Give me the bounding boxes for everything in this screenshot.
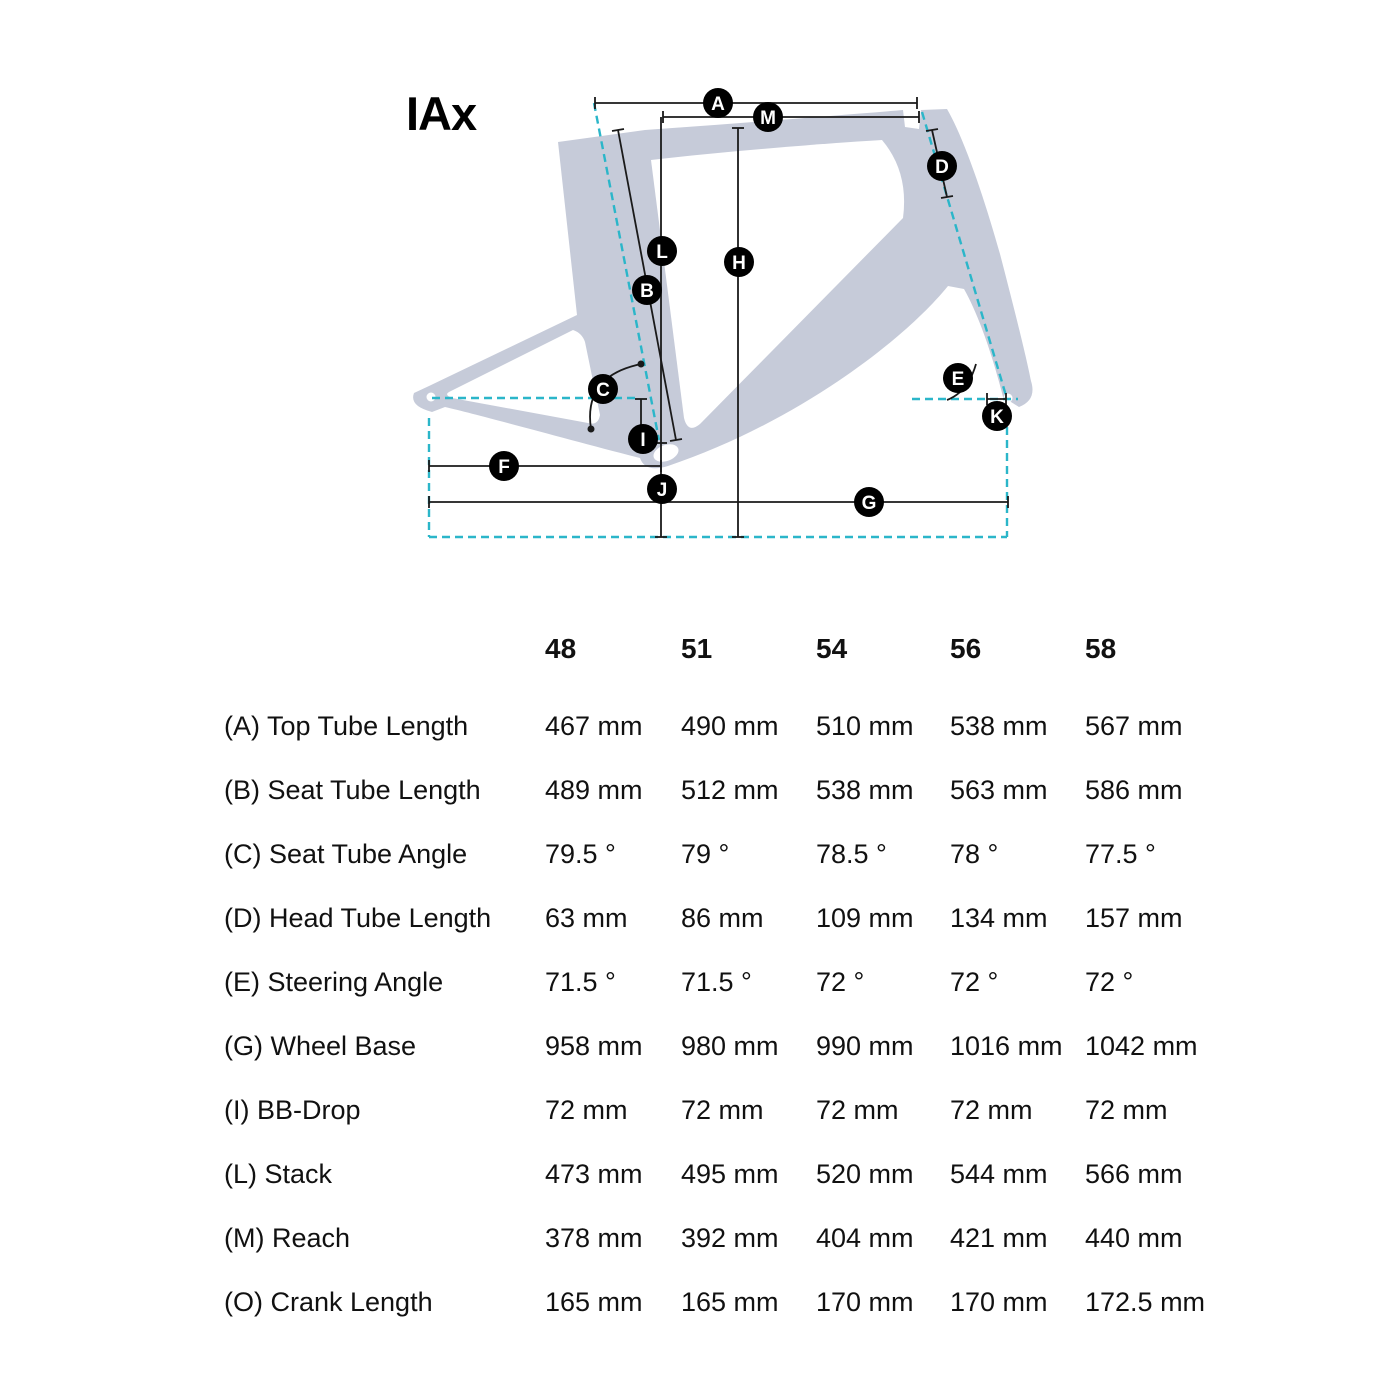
marker-h: [724, 247, 754, 277]
size-header-51: 51: [681, 633, 713, 664]
marker-d: [927, 151, 957, 181]
cell-value: 63 mm: [545, 902, 628, 933]
cell-value: 495 mm: [681, 1158, 779, 1189]
cell-value: 567 mm: [1085, 710, 1183, 741]
cell-value: 172.5 mm: [1085, 1286, 1206, 1317]
cell-value: 538 mm: [950, 710, 1048, 741]
cell-value: 958 mm: [545, 1030, 643, 1061]
svg-text:F: F: [498, 457, 510, 478]
cell-value: 421 mm: [950, 1222, 1048, 1253]
table-row-bb-drop: [224, 1078, 1234, 1142]
cell-value: 165 mm: [681, 1286, 779, 1317]
cell-value: 1016 mm: [950, 1030, 1063, 1061]
marker-e: [943, 363, 973, 393]
svg-text:K: K: [990, 407, 1004, 428]
cell-value: 440 mm: [1085, 1222, 1183, 1253]
cell-value: 72 mm: [545, 1094, 628, 1125]
svg-text:J: J: [656, 480, 668, 501]
row-label: (C) Seat Tube Angle: [224, 838, 468, 869]
marker-k: [982, 401, 1012, 431]
size-header-58: 58: [1085, 633, 1117, 664]
cell-value: 86 mm: [681, 902, 764, 933]
marker-m: [753, 102, 783, 132]
table-row-stack: [224, 1142, 1234, 1206]
cell-value: 1042 mm: [1085, 1030, 1198, 1061]
cell-value: 72 mm: [1085, 1094, 1168, 1125]
geometry-table: [224, 632, 1234, 1317]
geometry-rows: [224, 694, 1234, 1334]
row-label: (L) Stack: [224, 1158, 333, 1189]
svg-text:I: I: [640, 430, 646, 451]
cell-value: 72 mm: [816, 1094, 899, 1125]
size-header-56: 56: [950, 633, 982, 664]
cell-value: 72 mm: [681, 1094, 764, 1125]
marker-l: [647, 236, 677, 266]
row-label: (D) Head Tube Length: [224, 902, 492, 933]
cell-value: 510 mm: [816, 710, 914, 741]
cell-value: 990 mm: [816, 1030, 914, 1061]
table-row-steering-angle: [224, 950, 1234, 1014]
cell-value: 566 mm: [1085, 1158, 1183, 1189]
svg-text:C: C: [596, 380, 610, 401]
cell-value: 77.5 °: [1085, 838, 1156, 869]
svg-text:D: D: [935, 157, 949, 178]
table-row-wheel-base: [224, 1014, 1234, 1078]
marker-i: [628, 424, 658, 454]
svg-text:M: M: [760, 108, 776, 129]
table-row-seat-tube-length: [224, 758, 1234, 822]
cell-value: 404 mm: [816, 1222, 914, 1253]
cell-value: 71.5 °: [681, 966, 752, 997]
cell-value: 72 °: [950, 966, 999, 997]
svg-text:L: L: [656, 242, 668, 263]
table-row-reach: [224, 1206, 1234, 1270]
cell-value: 170 mm: [950, 1286, 1048, 1317]
cell-value: 378 mm: [545, 1222, 643, 1253]
table-row-top-tube-length: [224, 694, 1234, 758]
row-label: (G) Wheel Base: [224, 1030, 417, 1061]
row-label: (B) Seat Tube Length: [224, 774, 481, 805]
size-header-row: [224, 632, 1234, 666]
cell-value: 78 °: [950, 838, 999, 869]
size-header-48: 48: [545, 633, 577, 664]
svg-text:B: B: [640, 281, 654, 302]
cell-value: 490 mm: [681, 710, 779, 741]
marker-g: [854, 487, 884, 517]
cell-value: 71.5 °: [545, 966, 616, 997]
svg-text:E: E: [951, 369, 965, 390]
svg-text:G: G: [861, 493, 877, 514]
cell-value: 170 mm: [816, 1286, 914, 1317]
row-label: (I) BB-Drop: [224, 1094, 361, 1125]
cell-value: 78.5 °: [816, 838, 887, 869]
cell-value: 467 mm: [545, 710, 643, 741]
svg-text:A: A: [711, 94, 725, 115]
cell-value: 157 mm: [1085, 902, 1183, 933]
cell-value: 72 °: [816, 966, 865, 997]
marker-b: [632, 275, 662, 305]
cell-value: 72 mm: [950, 1094, 1033, 1125]
cell-value: 980 mm: [681, 1030, 779, 1061]
marker-f: [489, 451, 519, 481]
svg-text:H: H: [732, 253, 746, 274]
cell-value: 520 mm: [816, 1158, 914, 1189]
marker-a: [703, 88, 733, 118]
cell-value: 512 mm: [681, 774, 779, 805]
cell-value: 72 °: [1085, 966, 1134, 997]
cell-value: 538 mm: [816, 774, 914, 805]
cell-value: 489 mm: [545, 774, 643, 805]
cell-value: 134 mm: [950, 902, 1048, 933]
size-header-54: 54: [816, 633, 848, 664]
cell-value: 79.5 °: [545, 838, 616, 869]
cell-value: 586 mm: [1085, 774, 1183, 805]
marker-j: [647, 474, 677, 504]
marker-c: [588, 374, 618, 404]
row-label: (M) Reach: [224, 1222, 351, 1253]
cell-value: 109 mm: [816, 902, 914, 933]
row-label: (E) Steering Angle: [224, 966, 444, 997]
cell-value: 165 mm: [545, 1286, 643, 1317]
table-row-head-tube-length: [224, 886, 1234, 950]
cell-value: 392 mm: [681, 1222, 779, 1253]
row-label: (O) Crank Length: [224, 1286, 433, 1317]
cell-value: 79 °: [681, 838, 730, 869]
row-label: (A) Top Tube Length: [224, 710, 469, 741]
table-row-crank-length: [224, 1270, 1234, 1334]
cell-value: 544 mm: [950, 1158, 1048, 1189]
cell-value: 563 mm: [950, 774, 1048, 805]
cell-value: 473 mm: [545, 1158, 643, 1189]
table-row-seat-tube-angle: [224, 822, 1234, 886]
page-title: IAx: [406, 87, 477, 140]
